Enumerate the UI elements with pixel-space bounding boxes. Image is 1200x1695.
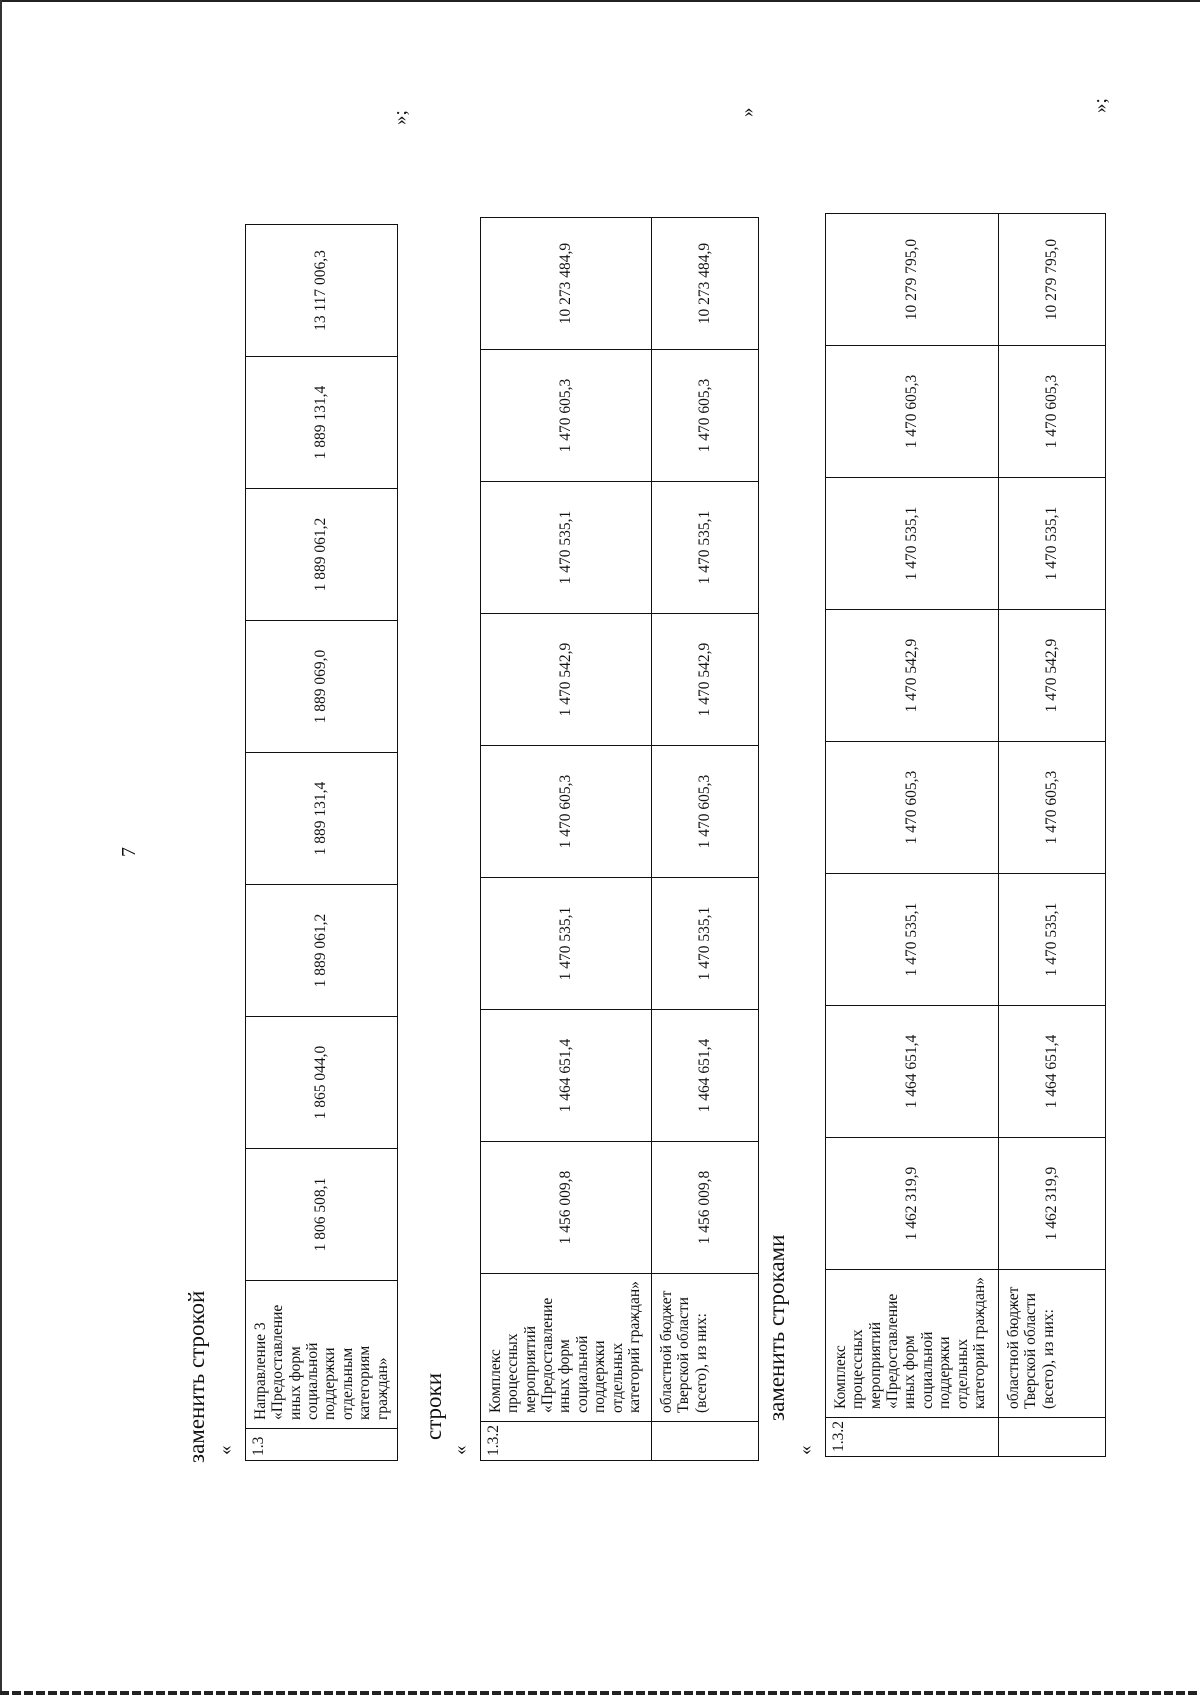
row-name: областной бюджет Тверской области (всего), из них: — [999, 1270, 1106, 1418]
table-row — [481, 218, 652, 1461]
value-cell: 1 470 535,1 — [999, 874, 1106, 1006]
value-cell: 1 889 069,0 — [246, 621, 398, 753]
section-3-open-quote: « — [795, 1445, 816, 1455]
value-cell: 1 470 605,3 — [826, 346, 999, 478]
page-number: 7 — [118, 847, 140, 857]
value-cell: 1 462 319,9 — [999, 1138, 1106, 1270]
section-1-heading: заменить строкой — [184, 1290, 209, 1463]
value-cell: 1 470 542,9 — [826, 610, 999, 742]
value-cell: 1 470 535,1 — [652, 878, 759, 1010]
section-2-table — [480, 217, 759, 1461]
value-cell: 1 470 542,9 — [999, 610, 1106, 742]
value-cell: 10 279 795,0 — [826, 214, 999, 346]
row-name: Комплекс процессных мероприятий «Предоставление иных форм социальной поддержки отдельных категорий граждан» — [826, 1270, 999, 1418]
value-cell: 1 462 319,9 — [826, 1138, 999, 1270]
value-cell: 1 470 605,3 — [652, 746, 759, 878]
value-cell: 1 470 605,3 — [999, 742, 1106, 874]
value-cell: 13 117 006,3 — [246, 225, 398, 357]
value-cell: 1 470 535,1 — [481, 482, 652, 614]
value-cell: 1 470 605,3 — [999, 346, 1106, 478]
row-number — [652, 1422, 759, 1461]
section-3-heading: заменить строками — [764, 1234, 789, 1421]
value-cell: 1 464 651,4 — [999, 1006, 1106, 1138]
section-1-open-quote: « — [215, 1445, 236, 1455]
value-cell: 1 470 535,1 — [652, 482, 759, 614]
value-cell: 10 279 795,0 — [999, 214, 1106, 346]
value-cell: 10 273 484,9 — [652, 218, 759, 350]
value-cell: 1 470 542,9 — [652, 614, 759, 746]
value-cell: 1 470 605,3 — [652, 350, 759, 482]
value-cell: 1 456 009,8 — [652, 1142, 759, 1274]
value-cell: 1 889 061,2 — [246, 489, 398, 621]
section-2-open-quote: « — [450, 1445, 471, 1455]
row-number — [999, 1418, 1106, 1457]
value-cell: 1 470 542,9 — [481, 614, 652, 746]
value-cell: 1 464 651,4 — [652, 1010, 759, 1142]
value-cell: 1 470 535,1 — [826, 478, 999, 610]
value-cell: 1 470 535,1 — [481, 878, 652, 1010]
value-cell: 1 889 131,4 — [246, 357, 398, 489]
section-1-close-quote: »; — [390, 110, 411, 125]
row-number: 1.3 — [246, 1429, 398, 1461]
table-row — [999, 214, 1106, 1457]
value-cell: 1 889 061,2 — [246, 885, 398, 1017]
value-cell: 1 470 535,1 — [999, 478, 1106, 610]
value-cell: 10 273 484,9 — [481, 218, 652, 350]
value-cell: 1 865 044,0 — [246, 1017, 398, 1149]
table-row — [826, 214, 999, 1457]
value-cell: 1 889 131,4 — [246, 753, 398, 885]
table-row — [246, 225, 398, 1461]
value-cell: 1 470 605,3 — [826, 742, 999, 874]
row-name: Направление 3 «Предоставление иных форм социальной поддержки отдельным категориям граждан» — [246, 1281, 398, 1429]
value-cell: 1 464 651,4 — [481, 1010, 652, 1142]
section-3-table — [825, 213, 1106, 1457]
table-row — [652, 218, 759, 1461]
row-name: областной бюджет Тверской области (всего), из них: — [652, 1274, 759, 1422]
row-number: 1.3.2 — [826, 1418, 999, 1457]
value-cell: 1 806 508,1 — [246, 1149, 398, 1281]
value-cell: 1 470 535,1 — [826, 874, 999, 1006]
value-cell: 1 456 009,8 — [481, 1142, 652, 1274]
row-number: 1.3.2 — [481, 1422, 652, 1461]
section-1-table — [245, 224, 398, 1461]
row-name: Комплекс процессных мероприятий «Предоставление иных форм социальной поддержки отдельных категорий граждан» — [481, 1274, 652, 1422]
section-3-close-quote: »; — [1090, 98, 1111, 113]
value-cell: 1 470 605,3 — [481, 746, 652, 878]
value-cell: 1 470 605,3 — [481, 350, 652, 482]
section-2-close-quote: » — [737, 107, 758, 117]
value-cell: 1 464 651,4 — [826, 1006, 999, 1138]
section-2-heading: строки — [421, 1372, 446, 1440]
